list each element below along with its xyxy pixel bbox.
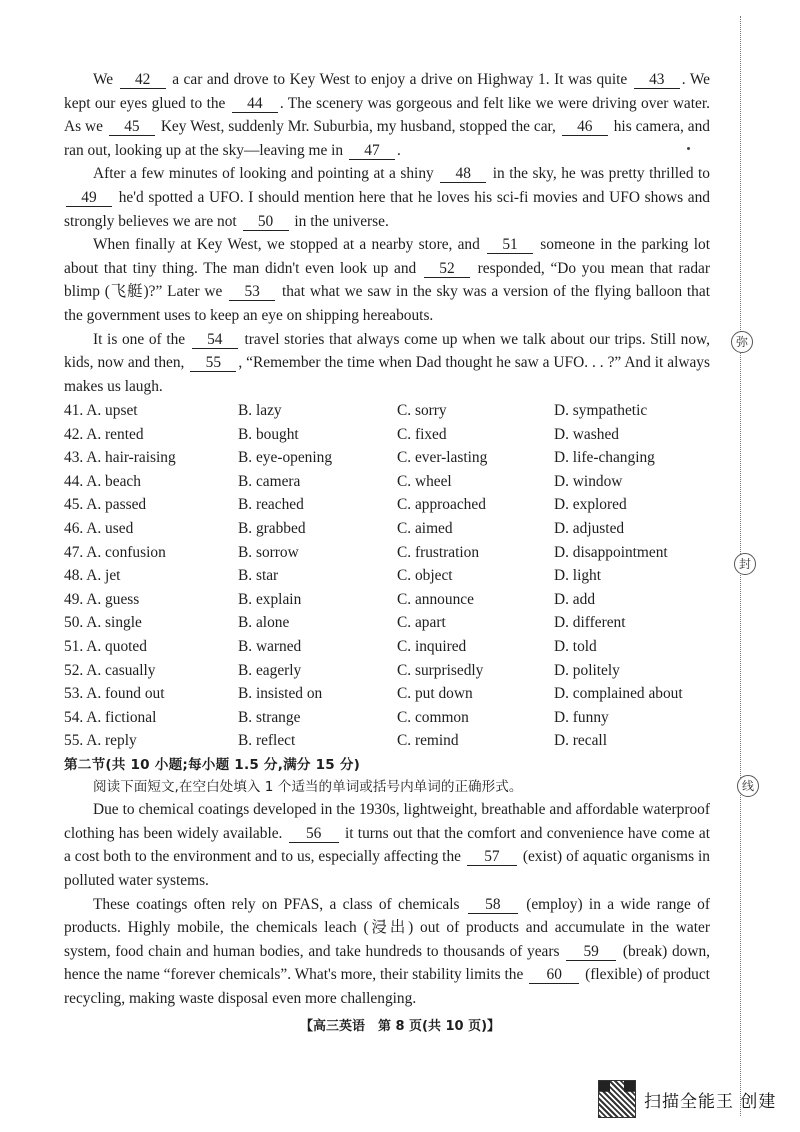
- option-d: D. explored: [554, 496, 627, 514]
- blank-43: 43: [634, 71, 680, 89]
- option-row-53: 53. A. found out B. insisted on C. put down D. complained about: [64, 682, 710, 706]
- passage-paragraph-1: We 42 a car and drove to Key West to enjoy a drive on Highway 1. It was quite 43 . We kept our eyes glued to the 44 . The scenery was gorgeous and felt like we were driving over water. As we 45 Key West, suddenly Mr. Suburbia, my husband, stopped the car, 46 his camera, and ran out, looking up at the sky—leaving me in 47 .: [64, 71, 710, 159]
- grammar-paragraph-2: These coatings often rely on PFAS, a class of chemicals 58 (employ) in a wide range of products. Highly mobile, the chemicals leach (浸出) out of products and accumulate in the water system, food chain and human bodies, and take hundreds to thousands of years 59 (break) down, hence the name “forever chemicals”. What's more, their stability limits the 60 (flexible) of product recycling, making waste disposal even more challenging.: [64, 895, 711, 1007]
- option-d: D. window: [554, 472, 623, 490]
- blank-58: 58: [468, 896, 518, 914]
- blank-50: 50: [243, 213, 289, 231]
- option-row-50: 50. A. single B. alone C. apart D. different: [64, 612, 710, 636]
- option-b: B. strange: [238, 708, 301, 726]
- option-c: C. fixed: [397, 425, 447, 443]
- option-d: D. washed: [554, 425, 619, 443]
- option-d: D. different: [554, 614, 626, 632]
- option-row-52: 52. A. casually B. eagerly C. surprisedly D. politely: [64, 659, 710, 683]
- blank-51: 51: [487, 236, 533, 254]
- option-d: D. funny: [554, 708, 609, 726]
- scanner-watermark: [598, 1080, 776, 1118]
- option-d: D. recall: [554, 732, 607, 750]
- blank-59: 59: [566, 943, 616, 961]
- option-b: B. warned: [238, 638, 302, 656]
- qr-code-icon: [598, 1080, 636, 1118]
- option-a: A. found out: [86, 685, 165, 703]
- option-a: A. passed: [86, 496, 147, 514]
- option-a: A. hair-raising: [86, 449, 176, 467]
- option-a: A. single: [86, 614, 142, 632]
- option-b: B. reached: [238, 496, 304, 514]
- blank-53: 53: [229, 283, 275, 301]
- option-d: D. politely: [554, 661, 620, 679]
- seal-mark-feng: 封: [734, 553, 756, 575]
- blank-44: 44: [232, 95, 278, 113]
- option-b: B. camera: [238, 472, 301, 490]
- page-footer: 【高三英语 第 8 页(共 10 页)】: [299, 1019, 501, 1034]
- option-d: D. complained about: [554, 685, 683, 703]
- option-b: B. reflect: [238, 732, 296, 750]
- option-d: D. disappointment: [554, 543, 668, 561]
- blank-47: 47: [349, 142, 395, 160]
- option-d: D. add: [554, 590, 596, 608]
- option-a: A. reply: [86, 732, 137, 750]
- option-b: B. sorrow: [238, 543, 299, 561]
- section-2-heading: 第二节(共 10 小题;每小题 1.5 分,满分 15 分): [64, 757, 361, 774]
- option-b: B. alone: [238, 614, 290, 632]
- option-b: B. star: [238, 567, 279, 585]
- option-a: A. confusion: [86, 543, 166, 561]
- grammar-paragraph-1: Due to chemical coatings developed in the 1930s, lightweight, breathable and affordable waterproof clothing has been widely available. 56 it turns out that the comfort and convenience have come at a cost both to the environment and to us, especially affecting the 57 (exist) of aquatic organisms in polluted water systems.: [64, 801, 711, 889]
- option-b: B. eagerly: [238, 661, 302, 679]
- option-row-46: 46. A. used B. grabbed C. aimed D. adjusted: [64, 517, 710, 541]
- option-a: A. rented: [86, 425, 144, 443]
- option-a: A. used: [86, 520, 134, 538]
- option-a: A. quoted: [86, 638, 147, 656]
- blank-56: 56: [289, 825, 339, 843]
- option-d: D. light: [554, 567, 602, 585]
- option-c: C. ever-lasting: [397, 449, 488, 467]
- option-b: B. insisted on: [238, 685, 323, 703]
- blank-42: 42: [120, 71, 166, 89]
- answer-options-table: [64, 399, 710, 753]
- exam-page: [64, 68, 710, 1011]
- option-d: D. told: [554, 638, 597, 656]
- option-row-42: 42. A. rented B. bought C. fixed D. washed: [64, 423, 710, 447]
- blank-45: 45: [109, 118, 155, 136]
- option-row-55: 55. A. reply B. reflect C. remind D. recall: [64, 730, 710, 754]
- option-c: C. apart: [397, 614, 446, 632]
- option-row-49: 49. A. guess B. explain C. announce D. add: [64, 588, 710, 612]
- option-d: D. sympathetic: [554, 402, 648, 420]
- blank-54: 54: [192, 331, 238, 349]
- option-c: C. put down: [397, 685, 473, 703]
- option-d: D. life-changing: [554, 449, 655, 467]
- option-c: C. frustration: [397, 543, 480, 561]
- option-row-44: 44. A. beach B. camera C. wheel D. window: [64, 470, 710, 494]
- option-c: C. inquired: [397, 638, 467, 656]
- option-a: A. jet: [86, 567, 121, 585]
- option-row-54: 54. A. fictional B. strange C. common D. funny: [64, 706, 710, 730]
- option-b: B. explain: [238, 590, 302, 608]
- option-row-41: 41. A. upset B. lazy C. sorry D. sympathetic: [64, 399, 710, 423]
- option-c: C. aimed: [397, 520, 453, 538]
- watermark-text: 扫描全能王 创建: [644, 1091, 777, 1112]
- option-a: A. guess: [86, 590, 140, 608]
- option-d: D. adjusted: [554, 520, 625, 538]
- option-c: C. sorry: [397, 402, 447, 420]
- option-a: A. upset: [86, 402, 138, 420]
- passage-paragraph-4: It is one of the 54 travel stories that always come up when we talk about our trips. Still now, kids, now and then, 55 , “Remember the time when Dad thought he saw a UFO. . . ?” And it always makes us laugh.: [64, 330, 710, 395]
- option-c: C. remind: [397, 732, 459, 750]
- option-row-43: 43. A. hair-raising B. eye-opening C. ever-lasting D. life-changing: [64, 447, 710, 471]
- blank-57: 57: [467, 848, 517, 866]
- option-row-45: 45. A. passed B. reached C. approached D. explored: [64, 494, 710, 518]
- option-b: B. grabbed: [238, 520, 306, 538]
- blank-60: 60: [529, 966, 579, 984]
- option-a: A. casually: [86, 661, 156, 679]
- passage-paragraph-2: After a few minutes of looking and pointing at a shiny 48 in the sky, he was pretty thrilled to 49 he'd spotted a UFO. I should mention here that he loves his sci-fi movies and UFO shows and strongly believes we are not 50 in the universe.: [64, 165, 710, 230]
- option-b: B. bought: [238, 425, 299, 443]
- seal-mark-xian: 线: [737, 775, 759, 797]
- blank-55: 55: [190, 354, 236, 372]
- section-2-instruction: 阅读下面短文,在空白处填入 1 个适当的单词或括号内单词的正确形式。: [93, 779, 523, 796]
- option-c: C. approached: [397, 496, 486, 514]
- blank-48: 48: [440, 165, 486, 183]
- option-row-47: 47. A. confusion B. sorrow C. frustration D. disappointment: [64, 541, 710, 565]
- option-row-51: 51. A. quoted B. warned C. inquired D. told: [64, 635, 710, 659]
- option-a: A. fictional: [86, 708, 157, 726]
- option-b: B. eye-opening: [238, 449, 333, 467]
- blank-46: 46: [562, 118, 608, 136]
- passage-paragraph-3: When finally at Key West, we stopped at a nearby store, and 51 someone in the parking lot about that tiny thing. The man didn't even look up and 52 responded, “Do you mean that radar blimp (飞艇)?” Later we 53 that what we saw in the sky was a version of the flying balloon that the government uses to keep an eye on shipping hereabouts.: [64, 236, 710, 324]
- option-c: C. wheel: [397, 472, 452, 490]
- option-c: C. announce: [397, 590, 474, 608]
- seal-mark-mi: 弥: [731, 331, 753, 353]
- option-b: B. lazy: [238, 402, 282, 420]
- option-a: A. beach: [86, 472, 141, 490]
- option-c: C. object: [397, 567, 453, 585]
- option-row-48: 48. A. jet B. star C. object D. light: [64, 564, 710, 588]
- option-c: C. common: [397, 708, 469, 726]
- option-c: C. surprisedly: [397, 661, 484, 679]
- blank-52: 52: [424, 260, 470, 278]
- blank-49: 49: [66, 189, 112, 207]
